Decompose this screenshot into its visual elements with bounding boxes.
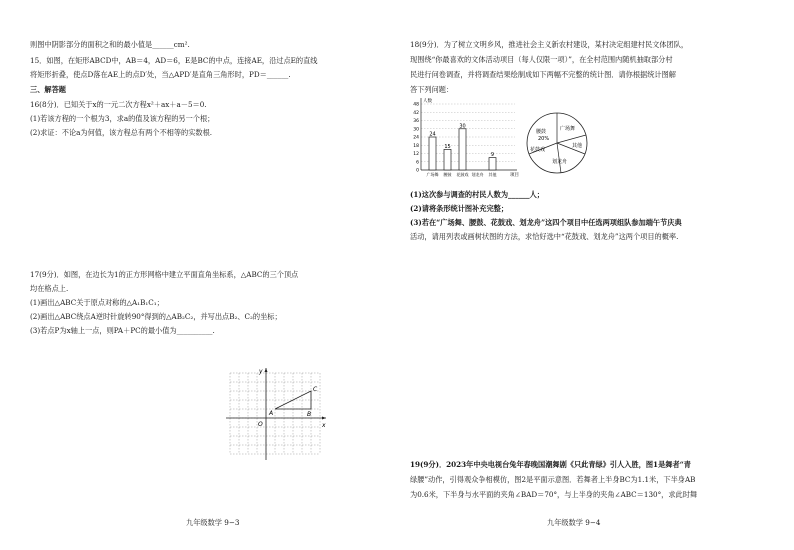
q17-part2: (2)画出△ABC绕点A逆时针旋转90°得到的△AB₂C₂，并写出点B₂、C₂的坐标； (30, 312, 282, 321)
bar-value-label-4: 9 (490, 152, 495, 159)
footer-page-3: 九年级数学 9−3 (186, 518, 240, 527)
y-tick-label-12: 12 (413, 152, 419, 158)
q18-part3-line2: 活动，请用列表或画树状图的方法，求恰好选中“花鼓戏、划龙舟”这两个项目的概率. (410, 232, 679, 241)
section-3-title: 三、解答题 (30, 85, 66, 94)
pie-chart (517, 108, 597, 178)
q19-line1: 19(9分)．2023年中央电视台兔年春晚国潮舞剧《只此青绿》引人入胜，图1是舞者“青 (410, 460, 691, 469)
bar-4 (489, 158, 496, 170)
x-tick-label-3: 划龙舟 (471, 172, 484, 177)
bar-value-label-2: 30 (459, 123, 466, 130)
pie-label-huaguxi: 花鼓戏 (530, 147, 546, 153)
y-tick-label-30: 30 (413, 127, 419, 133)
q18-part1: (1)这次参与调查的村民人数为______人； (410, 190, 544, 199)
q15-line1: 15．如图，在矩形ABCD中，AB＝4，AD＝6，E是BC的中点，连接AE，沿过点E的直线 (30, 56, 318, 65)
x-tick-label-2: 花鼓戏 (456, 172, 469, 177)
bar-value-label-0: 24 (429, 131, 436, 138)
q17-part1: (1)画出△ABC关于原点对称的△A₁B₁C₁； (30, 298, 164, 307)
q19-line3: 为0.6米，下半身与水平面的夹角∠BAD＝70°，与上半身的夹角∠ABC＝130°，求此时舞 (410, 490, 698, 499)
y-tick-label-6: 6 (416, 160, 419, 166)
y-tick-label-24: 24 (413, 135, 419, 141)
x-tick-label-1: 腰鼓 (443, 172, 452, 177)
bar-chart (407, 96, 522, 182)
q18-line1: 18(9分)．为了树立文明乡风，推进社会主义新农村建设，某村决定组建村民文体团队， (410, 40, 689, 49)
y-tick-label-18: 18 (413, 143, 419, 149)
q14-tail: 则图中阴影部分的面积之和的最小值是______cm². (30, 40, 190, 49)
y-tick-label-42: 42 (413, 110, 419, 116)
q18-line3: 民进行问卷调查，并将调查结果绘制成如下两幅不完整的统计图．请你根据统计图解 (410, 70, 676, 79)
q17-line1: 17(9分)．如图，在边长为1的正方形网格中建立平面直角坐标系，△ABC的三个顶点 (30, 270, 299, 279)
q15-line2: 将矩形折叠，使点D落在AE上的点D′处，当△APD′是直角三角形时，PD＝______. (30, 70, 291, 79)
q16-part1: (1)若该方程的一个根为3，求a的值及该方程的另一个根； (30, 114, 215, 123)
q16-line1: 16(8分)．已知关于x的一元二次方程x²＋ax＋a－5＝0. (30, 100, 207, 109)
bar-value-label-1: 15 (444, 143, 451, 150)
pie-label-guangchangwu: 广场舞 (560, 126, 576, 132)
q19-line2: 绿腰”动作，引得观众争相模仿，图2是平面示意图．若舞者上半身BC为1.1米，下半身AB (410, 475, 696, 484)
footer-page-4: 九年级数学 9−4 (547, 518, 601, 527)
bar-2 (459, 129, 466, 170)
pie-label-qita: 其他 (572, 143, 583, 149)
q17-part3: (3)若点P为x轴上一点，则PA＋PC的最小值为__________. (30, 326, 215, 335)
pie-label-yaogu-percent: 20% (538, 136, 550, 142)
coordinate-grid-figure (222, 365, 332, 465)
y-axis-arrow (265, 368, 268, 372)
y-tick-label-36: 36 (413, 119, 419, 125)
x-axis-label: 项目 (510, 173, 519, 178)
bar-1 (444, 149, 451, 170)
label-origin: O (258, 421, 263, 428)
q17-line2: 均在格点上. (30, 284, 69, 293)
label-x: x (322, 422, 326, 429)
label-c: C (313, 386, 318, 393)
q16-part2: (2)求证：不论a为何值，该方程总有两个不相等的实数根. (30, 128, 213, 137)
q18-line4: 答下列问题： (410, 85, 454, 94)
q18-part3-line1: (3)若在“广场舞、腰鼓、花鼓戏、划龙舟”这四个项目中任选两项组队参加端午节庆典 (410, 218, 682, 227)
pie-label-hualongzhou: 划龙舟 (552, 159, 568, 165)
q18-line2: 现围绕“你最喜欢的文体活动项目（每人仅限一项）”，在全村范围内随机抽取部分村 (410, 55, 673, 64)
y-tick-label-48: 48 (413, 102, 419, 108)
pie-label-yaogu: 腰鼓 (536, 129, 547, 135)
label-y: y (259, 368, 263, 375)
label-b: B (307, 411, 312, 418)
bar-0 (429, 137, 436, 170)
q18-part2: (2)请将条形统计图补充完整； (410, 204, 509, 213)
label-a: A (269, 410, 274, 417)
right-page (397, 0, 794, 550)
y-axis-label: 人数 (423, 99, 432, 104)
x-axis-arrow (322, 417, 326, 420)
y-tick-label-0: 0 (416, 168, 419, 174)
x-tick-label-0: 广场舞 (426, 172, 439, 177)
x-tick-label-4: 其他 (488, 172, 497, 177)
